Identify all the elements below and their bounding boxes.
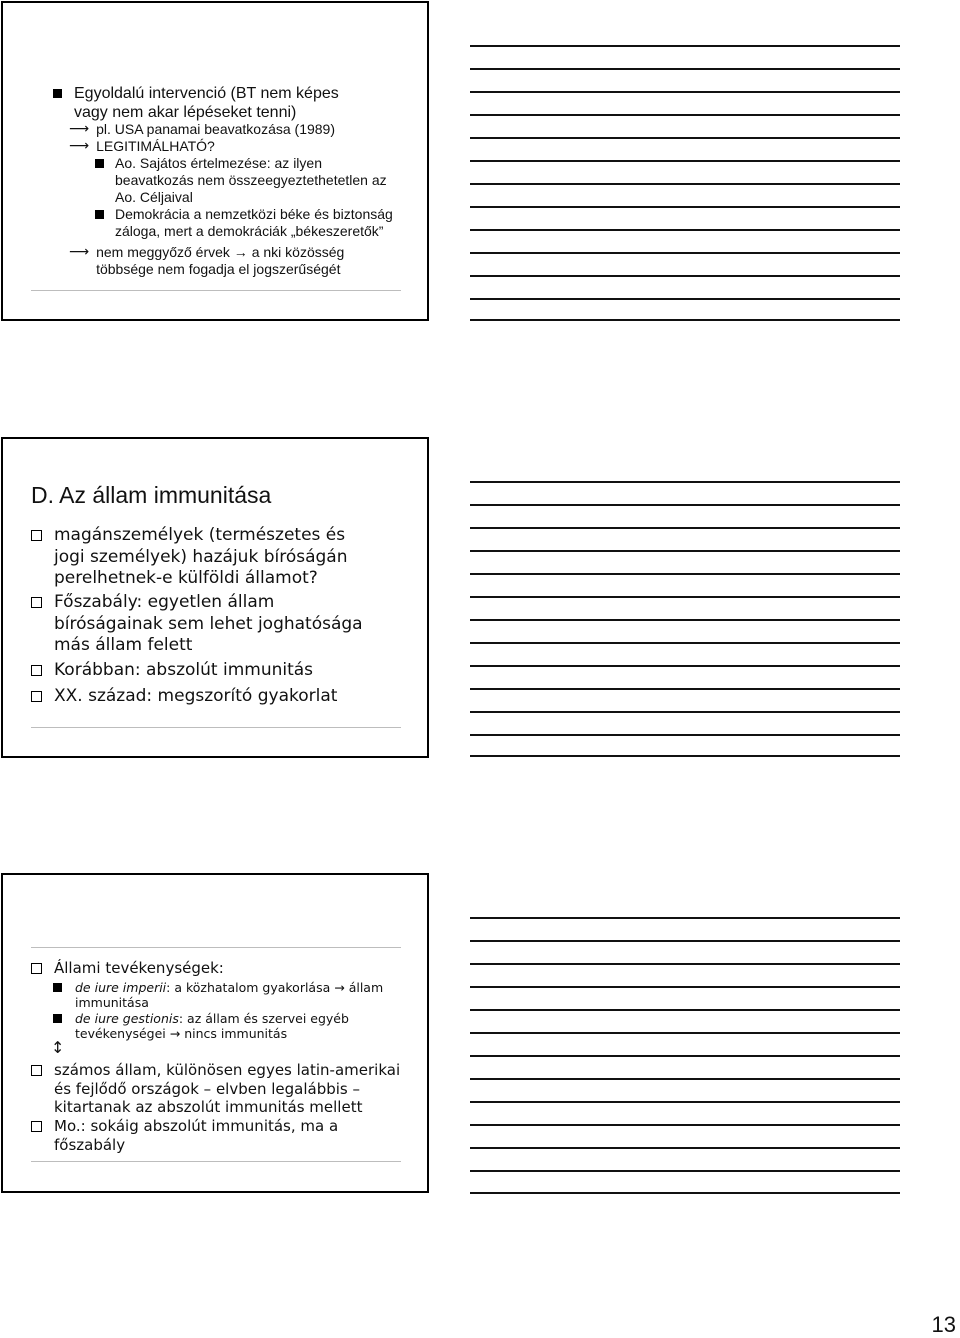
note-line [470, 963, 900, 965]
note-line [470, 1170, 900, 1172]
note-line [470, 940, 900, 942]
slide3-item-3 [31, 1117, 338, 1154]
slide1-item-3 [69, 138, 215, 155]
note-line [470, 688, 900, 690]
note-line [470, 917, 900, 919]
note-line [470, 619, 900, 621]
slide2-item-1-text: magánszemélyek (természetes és jogi személyek) hazájuk bíróságán perelhetnek-e külföldi államot? [54, 525, 348, 588]
slide3-item-1 [31, 959, 224, 978]
up-down-arrow-icon: ↕ [51, 1038, 65, 1057]
slide2-item-3 [31, 660, 313, 682]
hollow-square-bullet-icon [31, 665, 42, 676]
slide1-item-3-text: LEGITIMÁLHATÓ? [96, 138, 215, 154]
note-line [470, 1124, 900, 1126]
note-line [470, 755, 900, 757]
slide3-bottom-divider [31, 1161, 401, 1162]
slide-2 [1, 437, 429, 758]
note-line [470, 160, 900, 162]
note-line [470, 1009, 900, 1011]
note-line [470, 504, 900, 506]
slide1-item-5-text: Demokrácia a nemzetközi béke és biztonság záloga, mert a demokráciák „békeszeretők” [115, 206, 393, 239]
note-line [470, 114, 900, 116]
slide1-item-1-text: Egyoldalú intervenció (BT nem képes vagy nem akar lépéseket tenni) [74, 85, 339, 121]
slide3-top-divider [31, 947, 401, 948]
slide2-item-4-text: XX. század: megszorító gyakorlat [54, 686, 338, 706]
arrow-right-icon: ⟶ [69, 244, 90, 260]
hollow-square-bullet-icon [31, 963, 42, 974]
slide2-item-1 [31, 525, 348, 590]
square-bullet-icon [53, 89, 62, 98]
slide3-subitem-2-text [75, 1011, 349, 1041]
slide3-subitem-1 [53, 980, 383, 1010]
slide1-item-1 [53, 84, 339, 122]
note-line [470, 206, 900, 208]
note-line [470, 665, 900, 667]
note-line [470, 642, 900, 644]
note-line [470, 1055, 900, 1057]
hollow-square-bullet-icon [31, 1121, 42, 1132]
note-line [470, 45, 900, 47]
note-line [470, 252, 900, 254]
note-line [470, 1192, 900, 1194]
slide3-item-1-text: Állami tevékenységek: [54, 959, 224, 977]
square-bullet-icon [53, 1014, 62, 1023]
slide1-item-6 [69, 244, 344, 278]
note-line [470, 573, 900, 575]
slide2-item-2 [31, 592, 363, 657]
hollow-square-bullet-icon [31, 530, 42, 541]
note-line [470, 1078, 900, 1080]
slide-1 [1, 1, 429, 321]
note-line [470, 319, 900, 321]
slide2-title: D. Az állam immunitása [31, 482, 272, 508]
slide2-item-2-text: Főszabály: egyetlen állam bíróságainak sem lehet joghatósága más állam felett [54, 592, 363, 655]
slide3-item-2-text: számos állam, különösen egyes latin-amerikai és fejlődő országok – elvben legalábbis – kitartanak az abszolút immunitás mellett [54, 1061, 401, 1116]
slide1-item-4 [95, 155, 387, 206]
note-line [470, 481, 900, 483]
hollow-square-bullet-icon [31, 691, 42, 702]
note-line [470, 229, 900, 231]
arrow-right-icon: ⟶ [69, 121, 90, 137]
slide2-divider [31, 727, 401, 728]
slide-3 [1, 873, 429, 1193]
note-line [470, 734, 900, 736]
slide2-item-4 [31, 686, 337, 708]
slide1-item-2 [69, 121, 335, 138]
note-line [470, 550, 900, 552]
slide1-item-2-text: pl. USA panamai beavatkozása (1989) [96, 121, 336, 137]
slide3-subitem-2-rest: : az állam és szervei egyéb tevékenységei → nincs immunitás [75, 1011, 349, 1041]
note-line [470, 91, 900, 93]
note-line [470, 986, 900, 988]
note-line [470, 527, 900, 529]
square-bullet-icon [95, 210, 104, 219]
square-bullet-icon [95, 159, 104, 168]
hollow-square-bullet-icon [31, 597, 42, 608]
square-bullet-icon [53, 983, 62, 992]
note-line [470, 137, 900, 139]
note-line [470, 183, 900, 185]
note-line [470, 275, 900, 277]
page-number: 13 [931, 1312, 956, 1337]
slide3-updown-arrow-row [51, 1039, 64, 1058]
slide1-item-6-text: nem meggyőző érvek → a nki közösség többsége nem fogadja el jogszerűségét [96, 244, 345, 277]
slide3-item-3-text: Mo.: sokáig abszolút immunitás, ma a főszabály [54, 1117, 339, 1154]
slide1-item-4-text: Ao. Sajátos értelmezése: az ilyen beavatkozás nem összeegyeztethetetlen az Ao. Céljaival [115, 155, 387, 205]
note-line [470, 1032, 900, 1034]
arrow-right-icon: ⟶ [69, 138, 90, 154]
note-line [470, 711, 900, 713]
note-line [470, 1101, 900, 1103]
note-line [470, 68, 900, 70]
hollow-square-bullet-icon [31, 1065, 42, 1076]
slide3-subitem-2-italic: de iure gestionis [75, 1011, 179, 1026]
slide3-subitem-1-italic: de iure imperii [75, 980, 167, 995]
note-line [470, 298, 900, 300]
slide3-subitem-1-text [75, 980, 383, 1010]
note-line [470, 1147, 900, 1149]
slide2-item-3-text: Korábban: abszolút immunitás [54, 660, 314, 680]
slide3-subitem-2 [53, 1011, 349, 1041]
slide3-item-2 [31, 1061, 400, 1117]
slide1-divider [31, 290, 401, 291]
slide3-subitem-1-rest: : a közhatalom gyakorlása → állam immunitása [75, 980, 384, 1010]
note-line [470, 596, 900, 598]
slide1-item-5 [95, 206, 393, 240]
